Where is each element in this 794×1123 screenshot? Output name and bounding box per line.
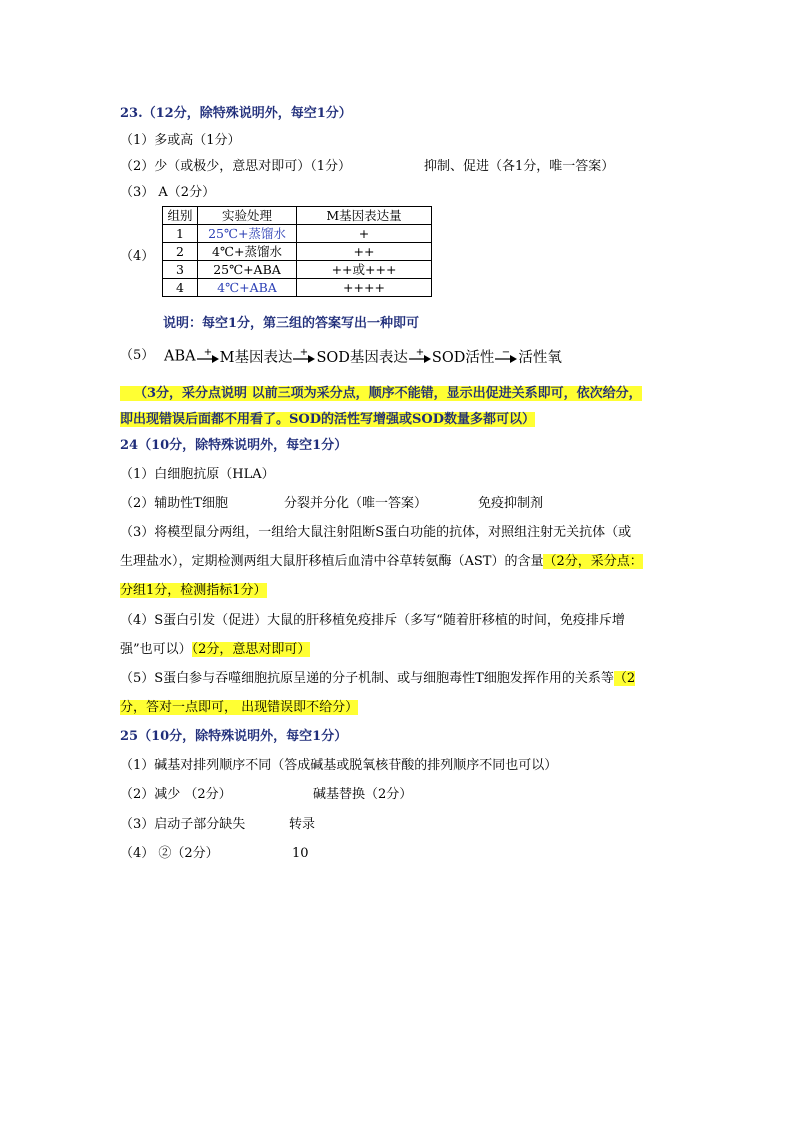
q25-answer-3a: （3）启动子部分缺失 [120, 817, 246, 832]
table-cell: 3 [163, 261, 198, 279]
q23-answer-1: （1）多或高（1分） [120, 133, 241, 148]
inhibit-arrow-icon [494, 347, 518, 367]
q24-answer-4a: （4）S蛋白引发（促进）大鼠的肝移植免疫排斥（多写“随着肝移植的时间，免疫排斥增 [120, 613, 625, 628]
table-header: 实验处理 [198, 207, 297, 225]
q24-answer-1: （1）白细胞抗原（HLA） [120, 467, 275, 482]
q23-answer-2a: （2）少（或极少，意思对即可）（1分） [120, 159, 352, 174]
q24-answer-2c: 免疫抑制剂 [478, 496, 544, 511]
q25-answer-2b: 碱基替换（2分） [313, 787, 413, 802]
arrow-sign: + [415, 346, 425, 358]
table-cell: + [297, 225, 432, 243]
table-cell: ++++ [297, 279, 432, 297]
table-row [163, 279, 432, 297]
q23-answer-2b: 抑制、促进（各1分，唯一答案） [424, 159, 615, 174]
q24-answer-3b: 生理盐水），定期检测两组大鼠肝移植后血清中谷草转氨酶（AST）的含量（2分，采分点： [120, 554, 643, 569]
scoring-highlight: 分，答对一点即可， 出现错误即不给分） [120, 700, 359, 715]
flow-node: 活性氧 [518, 350, 562, 366]
q23-header: 23.（12分，除特殊说明外，每空1分） [120, 106, 352, 121]
scoring-highlight: （2分，意思对即可） [191, 642, 311, 657]
q24-answer-2a: （2）辅助性T细胞 [120, 496, 228, 511]
q23-table-note: 说明：每空1分，第三组的答案写出一种即可 [163, 316, 420, 331]
q23-flow-diagram [164, 346, 562, 367]
q24-answer-3a: （3）将模型鼠分两组，一组给大鼠注射阻断S蛋白功能的抗体，对照组注射无关抗体（或 [120, 525, 632, 540]
flow-node: SOD基因表达 [316, 350, 408, 366]
promote-arrow-icon [292, 347, 316, 367]
q25-header: 25（10分，除特殊说明外，每空1分） [120, 729, 348, 744]
arrow-sign: + [300, 346, 309, 358]
q25-answer-2a: （2）减少 （2分） [120, 787, 232, 802]
q25-answer-4a: （4） ②（2分） [120, 846, 219, 861]
table-cell: 4 [163, 279, 198, 297]
promote-arrow-icon [196, 347, 220, 367]
q24-answer-2b: 分裂并分化（唯一答案） [284, 496, 428, 511]
q23-scoring-note-1: （3分，采分点说明 以前三项为采分点，顺序不能错，显示出促进关系即可，依次给分， [120, 384, 642, 404]
q23-answer-3: （3） A（2分） [120, 185, 216, 200]
scoring-highlight: （2分，采分点： [543, 554, 643, 569]
q23-answer-5-label: （5） [120, 348, 155, 363]
table-cell: 25℃+ABA [198, 261, 297, 279]
table-cell: ++ [297, 243, 432, 261]
arrow-sign: + [203, 346, 212, 358]
q25-answer-1: （1）碱基对排列顺序不同（答成碱基或脱氧核苷酸的排列顺序不同也可以） [120, 758, 558, 773]
q23-scoring-note-2: 即出现错误后面都不用看了。SOD的活性写增强或SOD数量多都可以） [120, 412, 535, 427]
q23-answer-table [162, 206, 432, 297]
table-row [163, 225, 432, 243]
table-cell: 2 [163, 243, 198, 261]
table-cell: 25℃+蒸馏水 [198, 225, 297, 243]
table-cell: ++或+++ [297, 261, 432, 279]
scoring-highlight: （2 [613, 671, 636, 686]
table-row [163, 243, 432, 261]
table-header-row [163, 207, 432, 225]
promote-arrow-icon [408, 347, 432, 367]
q24-answer-5b [120, 698, 358, 718]
table-cell: 4℃+蒸馏水 [198, 243, 297, 261]
table-row [163, 261, 432, 279]
flow-node: M基因表达 [219, 350, 293, 366]
table-header: M基因表达量 [297, 207, 432, 225]
q24-header: 24（10分，除特殊说明外，每空1分） [120, 438, 348, 453]
table-cell: 4℃+ABA [198, 279, 297, 297]
q24-answer-5a: （5）S蛋白参与吞噬细胞抗原呈递的分子机制、或与细胞毒性T细胞发挥作用的关系等（2 [120, 671, 636, 686]
flow-node: ABA [164, 348, 196, 365]
table-header: 组别 [163, 207, 198, 225]
table-cell: 1 [163, 225, 198, 243]
q23-answer-4-label: （4） [120, 249, 155, 264]
q25-answer-4b: 10 [292, 846, 309, 861]
scoring-highlight: 分组1分，检测指标1分） [120, 583, 267, 598]
q24-answer-4b: 强”也可以）（2分，意思对即可） [120, 642, 311, 657]
flow-node: SOD活性 [431, 350, 495, 366]
q24-answer-3c [120, 581, 267, 601]
q25-answer-3b: 转录 [289, 817, 316, 832]
arrow-sign: − [502, 346, 511, 358]
